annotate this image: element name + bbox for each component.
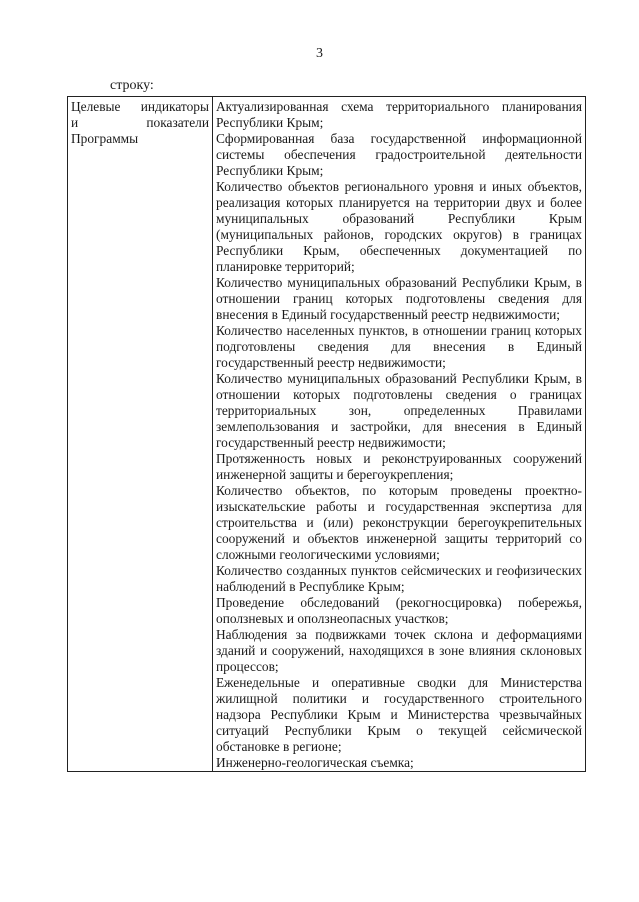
indicator-item: Количество созданных пунктов сейсмических и геофизических наблюдений в Республике Крым;	[216, 563, 582, 594]
indicator-item: Сформированная база государственной информационной системы обеспечения градостроительной деятельности Республики Крым;	[216, 131, 582, 178]
indicators-table	[67, 96, 586, 772]
indicator-item: Количество муниципальных образований Республики Крым, в отношении которых подготовлены сведения о границах территориальных зон, определенных Правилами землепользования и застройки, для внесения в Единый государственный реестр недвижимости;	[216, 371, 582, 450]
indicator-item: Количество объектов, по которым проведены проектно-изыскательские работы и государственная экспертиза для строительства и (или) реконструкции берегоукрепительных сооружений и объектов инженерной защиты территорий со сложными геологическими условиями;	[216, 483, 582, 562]
page-number: 3	[316, 46, 323, 61]
label-line: Программы	[71, 131, 139, 146]
indicator-item: Количество муниципальных образований Республики Крым, в отношении границ которых подготовлены сведения для внесения в Единый государственный реестр недвижимости;	[216, 275, 582, 322]
table-row	[68, 97, 586, 772]
indicator-item: Наблюдения за подвижками точек склона и деформациями зданий и сооружений, находящихся в зоне влияния склоновых процессов;	[216, 627, 582, 674]
label-cell	[68, 97, 213, 772]
indicator-item: Еженедельные и оперативные сводки для Министерства жилищной политики и государственного строительного надзора Республики Крым и Министерства чрезвычайных ситуаций Республики Крым о текущей сейсмической обстановке в регионе;	[216, 675, 582, 754]
indicator-item: Количество объектов регионального уровня и иных объектов, реализация которых планируется на территории двух и более муниципальных образований Республики Крым (муниципальных районов, городских округов) в границах Республики Крым, обеспеченных документацией по планировке территорий;	[216, 179, 582, 274]
indicator-item: Актуализированная схема территориального планирования Республики Крым;	[216, 99, 582, 130]
indicator-item: Количество населенных пунктов, в отношении границ которых подготовлены сведения для внесения в Единый государственный реестр недвижимости;	[216, 323, 582, 370]
indicator-item: Проведение обследований (рекогносцировка) побережья, оползневых и оползнеопасных участков;	[216, 595, 582, 626]
intro-text: строку:	[110, 78, 154, 93]
label-line: Целевые индикаторы	[71, 99, 209, 114]
label-line: и показатели	[71, 115, 209, 130]
indicator-item: Инженерно-геологическая съемка;	[216, 755, 414, 770]
indicator-item: Протяженность новых и реконструированных сооружений инженерной защиты и берегоукрепления;	[216, 451, 582, 482]
indicators-cell	[213, 97, 586, 772]
